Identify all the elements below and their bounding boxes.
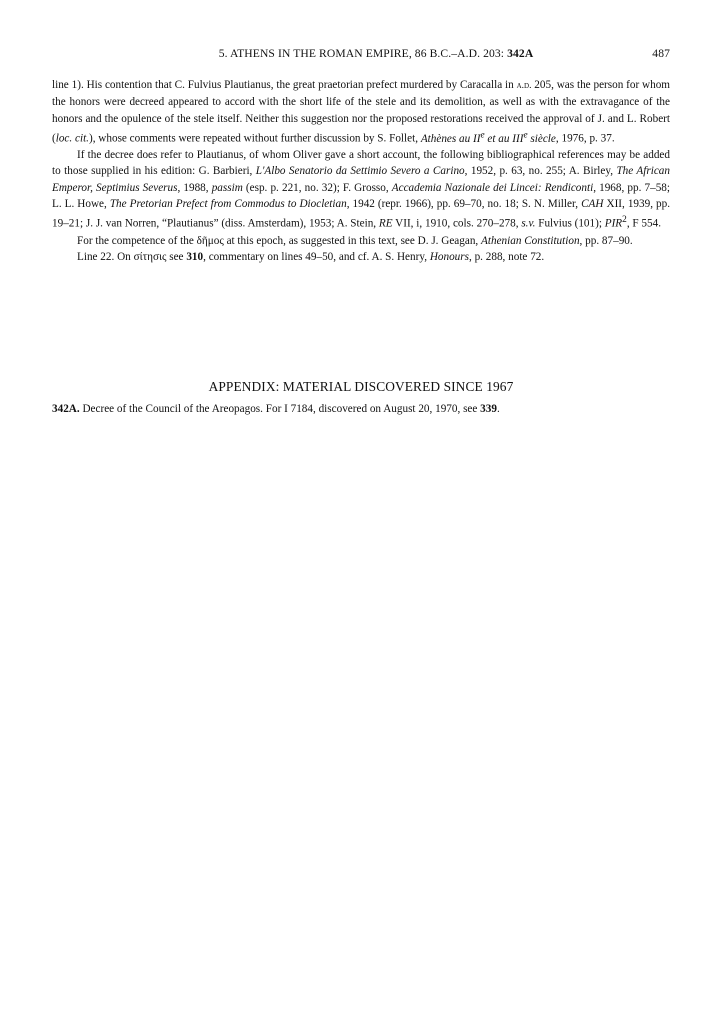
paragraph-line-22: Line 22. On σίτησις see 310, commentary on lines 49–50, and cf. A. S. Henry, Honours, p. 288, note 72. <box>77 250 545 263</box>
paragraph-contention: line 1). His contention that C. Fulvius Plautianus, the great praetorian prefect murdered by Caracalla in a.d. 205, was the person for whom the honors were decreed appeared to accord with the short life of the stele and its demolition, as well as with the extravagance of the honors and the opulence of the stele itself. Neither this suggestion nor the proposed restorations received the approval of J. and L. Robert (loc. cit.), whose comments were repeated without further discussion by S. Follet, Athènes au IIe et au IIIe siècle, 1976, p. 37. <box>52 79 670 145</box>
appendix-heading: APPENDIX: MATERIAL DISCOVERED SINCE 1967 <box>208 379 514 394</box>
commentary-body <box>52 77 670 265</box>
page-number: 487 <box>652 47 670 60</box>
running-head-title: 5. ATHENS IN THE ROMAN EMPIRE, 86 B.C.–A.D. 203: 342A <box>218 47 534 60</box>
paragraph-bibliography: If the decree does refer to Plautianus, of whom Oliver gave a short account, the following bibliographical references may be added to those supplied in his edition: G. Barbieri, L'Albo Senatorio da Settimio Severo a Carino, 1952, p. 63, no. 255; A. Birley, The African Emperor, Septimius Severus, 1988, passim (esp. p. 221, no. 32); F. Grosso, Accademia Nazionale dei Lincei: Rendiconti, 1968, pp. 7–58; L. L. Howe, The Pretorian Prefect from Commodus to Diocletian, 1942 (repr. 1966), pp. 69–70, no. 18; S. N. Miller, CAH XII, 1939, pp. 19–21; J. J. van Norren, “Plautianus” (diss. Amsterdam), 1953; A. Stein, RE VII, i, 1910, cols. 270–278, s.v. Fulvius (101); PIR$^2$, F 554. <box>52 149 670 231</box>
entry-number: 342A. <box>52 403 80 415</box>
paragraph-competence: For the competence of the δῆμος at this epoch, as suggested in this text, see D. J. Geagan, Athenian Constitution, pp. 87–90. <box>77 234 633 247</box>
running-head-ref: 342A <box>507 47 534 60</box>
appendix-entry: 342A. Decree of the Council of the Areopagos. For I 7184, discovered on August 20, 1970, see 339. <box>52 403 500 415</box>
running-head <box>52 47 670 63</box>
entry-cross-reference: 339 <box>480 403 497 415</box>
